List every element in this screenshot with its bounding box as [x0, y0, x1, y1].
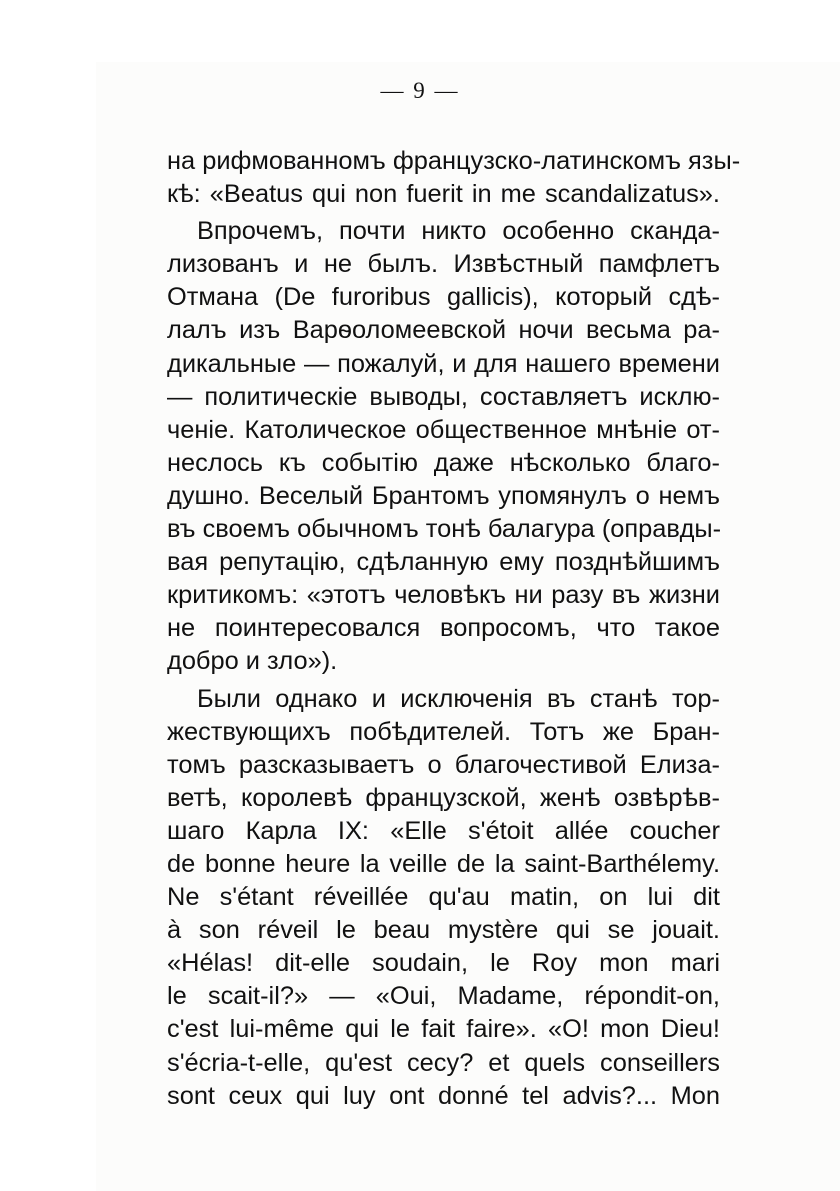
text-line: «Hélas! dit-elle soudain, le Roy mon mari [167, 949, 720, 978]
text-line: le scait-il?» — «Oui, Madame, répondit-on, [167, 982, 720, 1011]
text-line: въ своемъ обычномъ тонѣ балагура (оправды- [167, 515, 722, 544]
text-line: добро и зло»). [167, 647, 338, 676]
text-line: лизованъ и не былъ. Извѣстный памфлетъ [167, 250, 720, 279]
paragraph [167, 145, 741, 211]
text-line: — политическіе выводы, составляетъ исклю- [167, 382, 720, 411]
paragraph [167, 683, 720, 1113]
text-line: ченіе. Католическое общественное мнѣніе от- [167, 415, 720, 444]
text-line: à son réveil le beau mystère qui se jouait. [167, 916, 720, 945]
text-line: Ne s'étant réveillée qu'au matin, on lui dit [167, 883, 720, 912]
text-line: шаго Карла IX: «Elle s'étoit allée coucher [167, 816, 720, 845]
text-line: Впрочемъ, почти никто особенно сканда- [197, 217, 720, 246]
page-number: — 9 — [380, 78, 460, 103]
text-line: c'est lui-même qui le fait faire». «O! mon Dieu! [167, 1015, 720, 1044]
text-line: лалъ изъ Варѳоломеевской ночи весьма ра- [167, 316, 720, 345]
text-line: кѣ: «Beatus qui non fuerit in me scandalizatus». [167, 180, 720, 209]
text-line: Были однако и исключенія въ станѣ тор- [197, 684, 720, 713]
text-line: s'écria-t-elle, qu'est cecy? et quels conseillers [167, 1048, 720, 1077]
text-line: дикальные — пожалуй, и для нашего времени [167, 349, 720, 378]
text-line: критикомъ: «этотъ человѣкъ ни разу въ жизни [167, 581, 720, 610]
text-line: томъ разсказываетъ о благочестивой Елиза- [167, 750, 720, 779]
text-line: Отмана (De furoribus gallicis), который сдѣ- [167, 283, 720, 312]
text-line: жествующихъ побѣдителей. Тотъ же Бран- [167, 717, 720, 746]
text-line: sont ceux qui luy ont donné tel advis?... Mon [167, 1081, 720, 1110]
text-line: ветѣ, королевѣ французской, женѣ озвѣрѣв- [167, 783, 720, 812]
body-text [167, 145, 741, 1113]
text-line: не поинтересовался вопросомъ, что такое [167, 614, 720, 643]
text-line: неслось къ событію даже нѣсколько благо- [167, 448, 720, 477]
text-line: на рифмованномъ французско-латинскомъ язы- [167, 147, 741, 175]
paragraph [167, 215, 720, 678]
text-line: de bonne heure la veille de la saint-Barthélemy. [167, 849, 720, 878]
text-line: душно. Веселый Брантомъ упомянулъ о немъ [167, 481, 720, 510]
text-line: вая репутацію, сдѣланную ему позднѣйшимъ [167, 548, 720, 577]
